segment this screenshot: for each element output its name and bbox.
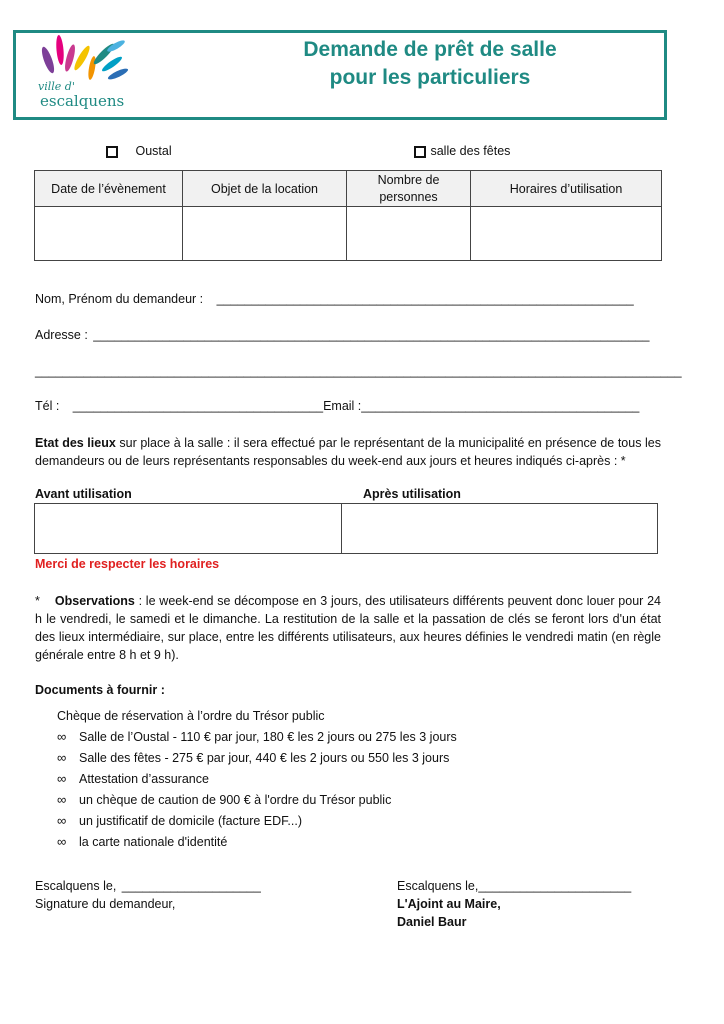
right-name: Daniel Baur [397, 915, 467, 929]
observations-text: : le week-end se décompose en 3 jours, des utilisateurs différents peuvent donc louer pour 24 h le vendredi, le samedi et le dimanche. La restitution de la salle et la passation de clés se feront lors d'un état des lieux intermédiaire, sur place, entre les différents utilisateurs, aux heures définies le vendredi matin (en règle générale entre 8 h et 9 h). [35, 594, 661, 662]
usage-table [34, 503, 658, 554]
list-item-text: Attestation d’assurance [79, 772, 209, 786]
before-usage-cell[interactable] [35, 504, 342, 554]
infinity-bullet-icon: ∞ [57, 813, 67, 828]
name-label: Nom, Prénom du demandeur : [35, 292, 204, 306]
right-date-field[interactable] [397, 877, 631, 895]
address-line-2[interactable]: _____________________________________________________________________________________________ [35, 364, 682, 378]
list-item-text: Salle de l’Oustal - 110 € par jour, 180 € les 2 jours ou 275 les 3 jours [79, 730, 457, 744]
address-line[interactable]: ________________________________________________________________________________ [93, 328, 650, 342]
table-cell-objet[interactable] [183, 207, 347, 261]
address-label: Adresse : [35, 328, 88, 342]
infinity-bullet-icon: ∞ [57, 771, 67, 786]
venue-option-label: salle des fêtes [430, 144, 511, 158]
documents-intro: Chèque de réservation à l’ordre du Trésor public [57, 709, 325, 723]
email-line[interactable]: ________________________________________ [361, 399, 640, 413]
contact-field[interactable] [35, 399, 639, 413]
name-line[interactable]: ____________________________________________________________ [216, 292, 634, 306]
venue-option-label: Oustal [135, 144, 172, 158]
right-signature-block [397, 877, 631, 931]
etat-des-lieux-text: sur place à la salle : il sera effectué par le représentant de la municipalité en présence de tous les demandeurs ou de leurs représentants responsables du week-end aux jours et heures indiqués ci-après : * [35, 436, 661, 468]
table-cell-nombre[interactable] [347, 207, 471, 261]
after-usage-cell[interactable] [342, 504, 658, 554]
observations-prefix: * [35, 594, 40, 608]
logo-text-ville: ville d' [38, 80, 75, 93]
observations-heading: Observations [54, 594, 135, 608]
table-row [35, 207, 662, 261]
list-item [57, 812, 302, 830]
venue-option-salle-des-fetes[interactable] [414, 144, 510, 158]
list-item-text: la carte nationale d'identité [79, 835, 228, 849]
checkbox-icon[interactable] [106, 146, 118, 158]
left-date-line[interactable]: ____________________ [121, 879, 261, 893]
table-cell-date[interactable] [35, 207, 183, 261]
event-table [34, 170, 662, 261]
left-place-label: Escalquens le, [35, 879, 117, 893]
etat-des-lieux-heading: Etat des lieux [35, 436, 116, 450]
right-place-label: Escalquens le, [397, 879, 479, 893]
tel-label: Tél : [35, 399, 60, 413]
etat-des-lieux-paragraph [35, 434, 661, 470]
infinity-bullet-icon: ∞ [57, 750, 67, 765]
left-date-field[interactable] [35, 877, 261, 895]
warning-text: Merci de respecter les horaires [35, 557, 220, 571]
list-item-text: un chèque de caution de 900 € à l'ordre du Trésor public [79, 793, 392, 807]
right-date-line[interactable]: ______________________ [478, 879, 632, 893]
venue-option-oustal[interactable] [106, 144, 172, 158]
column-header: Horaires d’utilisation [471, 171, 662, 207]
list-item-text: Salle des fêtes - 275 € par jour, 440 € les 2 jours ou 550 les 3 jours [79, 751, 450, 765]
column-header: Nombre de personnes [347, 171, 471, 207]
name-field[interactable] [35, 292, 634, 306]
column-header: Date de l’évènement [35, 171, 183, 207]
list-item [57, 728, 457, 746]
logo-text-escalquens: escalquens [40, 92, 125, 110]
checkbox-icon[interactable] [414, 146, 426, 158]
observations-paragraph [35, 592, 661, 664]
list-item [57, 833, 227, 851]
after-usage-label: Après utilisation [363, 487, 461, 501]
list-item-text: un justificatif de domicile (facture EDF...) [79, 814, 302, 828]
infinity-bullet-icon: ∞ [57, 792, 67, 807]
column-header: Objet de la location [183, 171, 347, 207]
left-signature-label: Signature du demandeur, [35, 897, 176, 911]
right-role: L'Ajoint au Maire, [397, 897, 501, 911]
list-item [57, 770, 209, 788]
email-label: Email : [323, 399, 362, 413]
list-item [57, 749, 449, 767]
left-signature-block [35, 877, 261, 913]
page-title-line2: pour les particuliers [329, 66, 531, 89]
address-field[interactable] [35, 328, 649, 342]
list-item [57, 791, 391, 809]
infinity-bullet-icon: ∞ [57, 729, 67, 744]
table-header-row [35, 171, 662, 207]
page-title-line1: Demande de prêt de salle [303, 38, 557, 61]
logo [34, 32, 134, 112]
infinity-bullet-icon: ∞ [57, 834, 67, 849]
tel-line[interactable]: ____________________________________ [72, 399, 324, 413]
before-usage-label: Avant utilisation [35, 487, 132, 501]
table-cell-horaires[interactable] [471, 207, 662, 261]
table-row [35, 504, 658, 554]
documents-title: Documents à fournir : [35, 683, 165, 697]
